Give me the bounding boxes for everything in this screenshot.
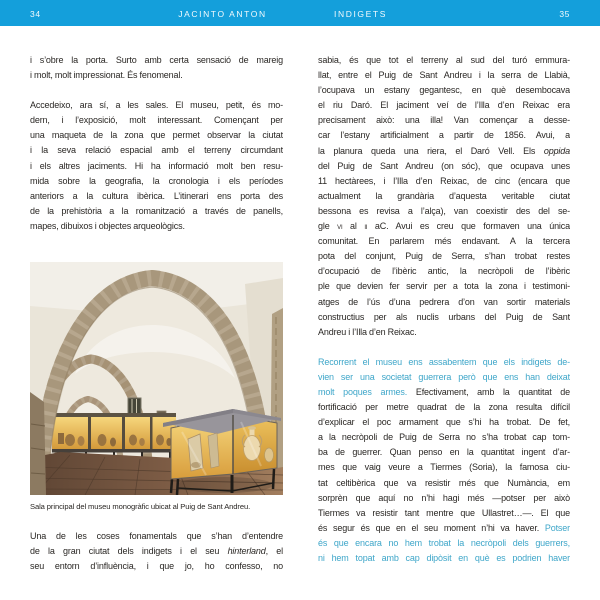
text-line: car l’estany artificialment a partir de 1856. Avui, a <box>318 130 570 141</box>
running-header-bar <box>0 0 600 26</box>
museum-hall-photo <box>30 262 283 495</box>
photo-caption: Sala principal del museu monogràfic ubicat al Puig de Sant Andreu. <box>30 502 251 512</box>
text-line: és segur és que en el seu moment n’hi va haver. Potser <box>318 522 570 533</box>
text-line: ba de guerrer. Quan penso en la quantitat ingent d’ar- <box>318 447 570 458</box>
text-line: bessona es revisa a l’alça), van coexistir des del se- <box>318 205 570 216</box>
text-line: constructius per als nuclis urbans del Puig de Sant <box>318 311 570 322</box>
left-paragraph-2 <box>30 98 283 234</box>
text-line: 11 hectàrees, i l’Illa d’en Reixac, de cinc (encara que <box>318 175 570 186</box>
page-number-right: 35 <box>559 9 570 19</box>
text-line: tat celtibèrica que va resistir més que Numància, em <box>318 477 570 488</box>
text-line: sabia, és que tot el terreny al sud del turó emmura- <box>318 55 570 65</box>
text-line: vien ser una societat guerrera però que ens han deixat <box>318 371 570 382</box>
text-line: gle vi al ii aC. Avui es creu que formaven una única <box>318 221 570 232</box>
text-line: Una de les coses fonamentals que s’han d’entendre <box>30 531 283 542</box>
running-head-author: JACINTO ANTON <box>178 9 267 19</box>
text-line: seu entorn d’influència, i que jo, ho confesso, no <box>30 561 283 572</box>
text-line: és que encara no hem trobat la necròpoli dels guerrers, <box>318 537 570 548</box>
text-line: actualment la grandària d’aquesta veritable ciutat <box>318 190 570 201</box>
left-paragraph-3 <box>30 529 283 574</box>
text-line: ple que devien fer servir per a tota la zona i testimoni- <box>318 281 570 292</box>
right-page-column <box>318 53 570 581</box>
right-paragraph-1 <box>318 53 570 340</box>
text-line: a la necròpoli de Puig de Serra no s’ha trobat cap tom- <box>318 432 570 443</box>
text-line: mes que vaig veure a Tiermes (Soria), la famosa ciu- <box>318 462 570 473</box>
text-line: pota del conjunt, Puig de Serra, s’han trobat restes <box>318 251 570 262</box>
text-line: Recorrent el museu ens assabentem que els indigets de- <box>318 356 570 367</box>
text-line: i s’obre la porta. Surto amb certa sensació de mareig <box>30 55 283 65</box>
text-line: Tiermes va resistir tant mentre que Ullastret…—. El que <box>318 507 570 518</box>
text-line: Andreu i l’Illa d’en Reixac. <box>318 326 417 337</box>
right-paragraph-2 <box>318 355 570 566</box>
text-line: atges de l’ús d’una pedrera d’on van sortir materials <box>318 296 570 307</box>
text-line: fortificació per metre quadrat de la zona resulta difícil <box>318 402 570 413</box>
text-line: dern, i l’exposició, molt interessant. Començant per <box>30 115 283 126</box>
text-line: de la gran ciutat dels indigets i el seu hinterland, el <box>30 546 283 557</box>
text-line: i la seva relació espacial amb el terreny circumdant <box>30 145 283 156</box>
text-line: una maqueta de la zona que permet observar la ciutat <box>30 130 283 141</box>
text-line: de la prehistòria a la romanització a través de panells, <box>30 205 283 216</box>
text-line: mida sobre la geografia, la cronologia i els períodes <box>30 175 283 186</box>
text-line: i els altres jaciments. Hi ha informació molt ben resu- <box>30 160 283 171</box>
text-line: i molt, molt impressionat. És fenomenal. <box>30 70 183 81</box>
text-line: del Puig de Sant Andreu (on sóc), que ocupava unes <box>318 160 570 171</box>
text-line: d’explicar el poc armament que s’hi ha trobat. De fet, <box>318 417 570 428</box>
running-head-chapter: INDIGETS <box>334 9 387 19</box>
museum-photo-figure <box>30 262 283 512</box>
left-page-column <box>30 53 283 574</box>
text-line: anteriors a la cultura ibèrica. L’itinerari ens porta des <box>30 190 283 201</box>
text-line: molt poques armes. Efectivament, amb la quantitat de <box>318 386 570 397</box>
left-paragraph-1 <box>30 53 283 83</box>
text-line: comunitat. En parlarem més endavant. A la tercera <box>318 236 570 247</box>
page-number-left: 34 <box>30 9 41 19</box>
text-line: el riu Daró. El jaciment veí de l’Illa d’en Reixac era <box>318 100 570 111</box>
text-line: l’ocupava un estany gegantesc, en què desembocava <box>318 85 570 96</box>
text-line: Accedeixo, ara sí, a les sales. El museu, petit, és mo- <box>30 100 283 111</box>
left-stone-pier <box>30 392 46 495</box>
text-line: llat, entre el Puig de Sant Andreu i la serra de Llabià, <box>318 70 570 81</box>
text-line: sorprèn que aquí no n’hi hagi més —potser per això <box>318 492 570 503</box>
text-line: la planura queda una riera, el Daró Vell. Els oppida <box>318 145 570 156</box>
text-line: d’ocupació de l’ibèric antic, la necròpoli de l’ibèric <box>318 266 570 277</box>
text-line: ni hem topat amb cap dipòsit en què es podrien haver <box>318 553 570 563</box>
text-line: precisament això: una illa! Van començar a desse- <box>318 115 570 126</box>
text-line: mapes, dibuixos i objectes arqueològics. <box>30 220 185 231</box>
